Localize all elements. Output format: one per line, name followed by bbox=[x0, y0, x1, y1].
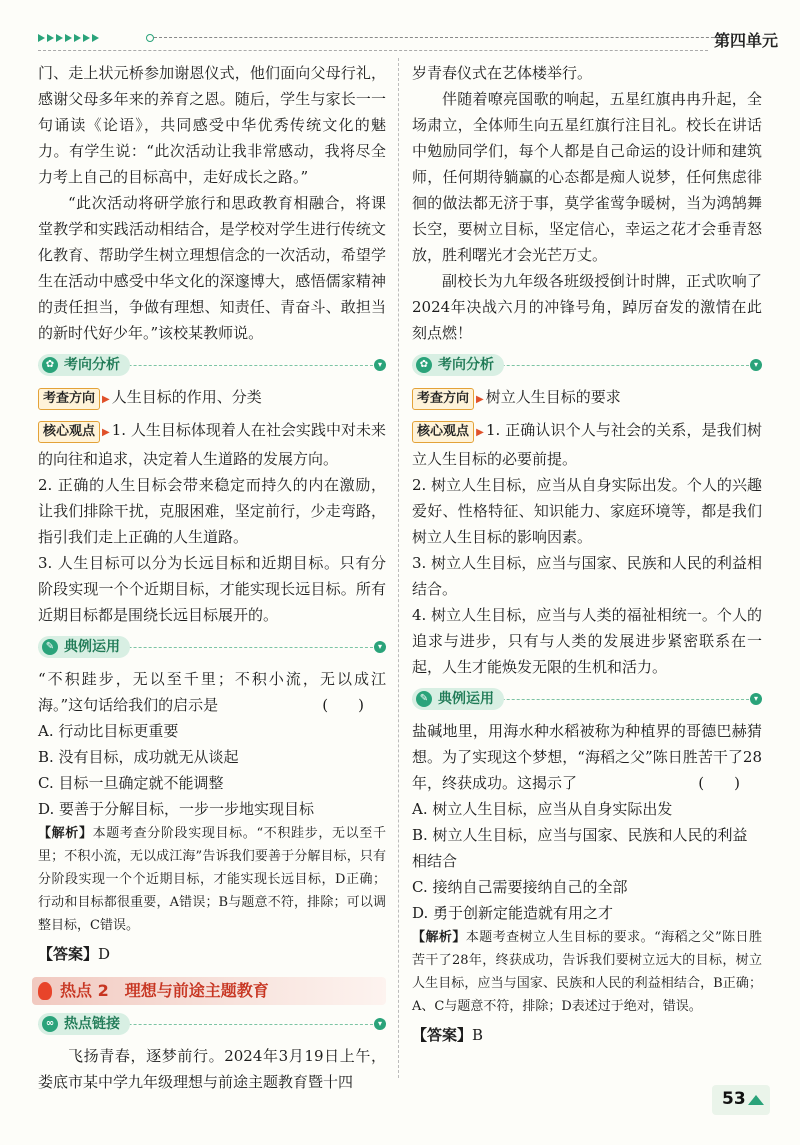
book-icon: ✎ bbox=[42, 639, 58, 655]
core-line: 核心观点 ▶ 1. 人生目标体现着人在社会实践中对未来的向往和追求，决定着人生道路的发展方向。 bbox=[38, 421, 386, 468]
mountain-icon bbox=[748, 1095, 764, 1105]
question: 盐碱地里，用海水种水稻被称为种植界的哥德巴赫猜想。为了实现这个梦想，“海稻之父”陈日胜苦干了28年，终获成功。这揭示了 ( ) bbox=[412, 718, 762, 796]
section-example bbox=[38, 636, 386, 660]
section-title: 热点链接 bbox=[64, 1016, 120, 1032]
direction-text: 人生目标的作用、分类 bbox=[111, 388, 262, 406]
paragraph: 岁青春仪式在艺体楼举行。 bbox=[412, 64, 593, 82]
page-number-box bbox=[712, 1085, 770, 1115]
direction-line: 考查方向 ▶ 人生目标的作用、分类 bbox=[38, 384, 386, 413]
left-column bbox=[38, 60, 386, 1095]
option-d: D. 要善于分解目标，一步一步地实现目标 bbox=[38, 800, 315, 818]
section-title: 典例运用 bbox=[64, 639, 120, 655]
paragraph: 门、走上状元桥参加谢恩仪式，他们面向父母行礼，感谢父母多年来的养育之恩。随后，学生与家长一一句诵读《论语》，共同感受中华优秀传统文化的魅力。有学生说：“此次活动让我非常感动，我将尽全力考上自己的目标高中，走好成长之路。” bbox=[38, 64, 386, 186]
book-icon: ✎ bbox=[416, 691, 432, 707]
core-point: 2. 树立人生目标，应当从自身实际出发。个人的兴趣爱好、性格特征、知识能力、家庭环境等，都是我们树立人生目标的影响因素。 bbox=[412, 476, 762, 546]
option-d: D. 勇于创新定能造就有用之才 bbox=[412, 904, 614, 922]
answer-blank: ( ) bbox=[322, 696, 364, 714]
core-point: 3. 人生目标可以分为长远目标和近期目标。只有分阶段实现一个个近期目标，才能实现长远目标。所有近期目标都是围绕长远目标展开的。 bbox=[38, 554, 386, 624]
section-kaoxiang bbox=[412, 354, 762, 378]
section-kaoxiang bbox=[38, 354, 386, 378]
section-title: 典例运用 bbox=[438, 691, 494, 707]
option-a: A. 树立人生目标，应当从自身实际出发 bbox=[412, 800, 673, 818]
header-rule bbox=[154, 37, 734, 38]
hotspot-title: 热点 2 理想与前途主题教育 bbox=[60, 981, 269, 1000]
direction-tag: 考查方向 bbox=[38, 388, 100, 410]
core-tag: 核心观点 bbox=[38, 421, 100, 443]
direction-text: 树立人生目标的要求 bbox=[485, 388, 621, 406]
analysis: 【解析】本题考查分阶段实现目标。“不积跬步，无以至千里；不积小流，无以成江海”告诉我们要善于分解目标，只有分阶段实现一个个近期目标，才能实现长远目标，D正确；行动和目标都很重要，A错误；B与题意不符，排除；可以调整目标，C错误。 bbox=[38, 826, 386, 933]
chevron-down-icon: ▾ bbox=[374, 359, 386, 371]
arrow-decoration bbox=[38, 34, 99, 42]
right-column bbox=[412, 60, 762, 1048]
section-link bbox=[38, 1013, 386, 1037]
page-number: 53 bbox=[722, 1089, 746, 1109]
core-tag: 核心观点 bbox=[412, 421, 474, 443]
compass-icon: ✿ bbox=[42, 357, 58, 373]
page-header bbox=[38, 30, 778, 52]
direction-line: 考查方向 ▶ 树立人生目标的要求 bbox=[412, 384, 762, 413]
answer-blank: ( ) bbox=[698, 774, 740, 792]
section-title: 考向分析 bbox=[64, 357, 120, 373]
chevron-down-icon: ▾ bbox=[374, 641, 386, 653]
option-b: B. 没有目标，成功就无从谈起 bbox=[38, 748, 239, 766]
link-icon: ∞ bbox=[42, 1016, 58, 1032]
answer: 【答案】D bbox=[38, 945, 111, 963]
core-point: 3. 树立人生目标，应当与国家、民族和人民的利益相结合。 bbox=[412, 554, 762, 598]
hotspot-banner bbox=[32, 977, 386, 1005]
chevron-down-icon: ▾ bbox=[750, 693, 762, 705]
option-c: C. 目标一旦确定就不能调整 bbox=[38, 774, 224, 792]
chevron-down-icon: ▾ bbox=[750, 359, 762, 371]
paragraph: 飞扬青春，逐梦前行。2024年3月19日上午，娄底市某中学九年级理想与前途主题教育暨十四 bbox=[38, 1047, 386, 1091]
unit-title: 第四单元 bbox=[713, 31, 778, 50]
core-point: 2. 正确的人生目标会带来稳定而持久的内在激励，让我们排除干扰，克服困难，坚定前行，少走弯路，指引我们走上正确的人生道路。 bbox=[38, 476, 386, 546]
chevron-down-icon: ▾ bbox=[374, 1018, 386, 1030]
column-divider bbox=[398, 58, 399, 1078]
core-point: 4. 树立人生目标，应当与人类的福祉相统一。个人的追求与进步，只有与人类的发展进步紧密联系在一起，人生才能焕发无限的生机和活力。 bbox=[412, 606, 762, 676]
paragraph: “此次活动将研学旅行和思政教育相融合，将课堂教学和实践活动相结合，是学校对学生进行传统文化教育、帮助学生树立理想信念的一次活动，希望学生在活动中感受中华文化的深邃博大，感悟儒家精神的责任担当，争做有理想、知责任、青奋斗、敢担当的新时代好少年。”该校某教师说。 bbox=[38, 194, 386, 342]
answer: 【答案】B bbox=[412, 1026, 484, 1044]
paragraph: 副校长为九年级各班级授倒计时牌，正式吹响了2024年决战六月的冲锋号角，踔厉奋发的激情在此刻点燃！ bbox=[412, 272, 762, 342]
core-point: 1. 人生目标体现着人在社会实践中对未来的向往和追求，决定着人生道路的发展方向。 bbox=[38, 421, 386, 468]
header-rule-bottom bbox=[38, 50, 708, 51]
dot-decoration bbox=[146, 34, 154, 42]
core-line: 核心观点 ▶ 1. 正确认识个人与社会的关系，是我们树立人生目标的必要前提。 bbox=[412, 421, 762, 468]
option-b: B. 树立人生目标，应当与国家、民族和人民的利益相结合 bbox=[412, 826, 748, 870]
direction-tag: 考查方向 bbox=[412, 388, 474, 410]
paragraph: 伴随着嘹亮国歌的响起，五星红旗冉冉升起，全场肃立，全体师生向五星红旗行注目礼。校长在讲话中勉励同学们，每个人都是自己命运的设计师和建筑师，任何期待躺赢的心态都是痴人说梦，任何焦虑徘徊的做法都无济于事，莫学雀莺争暖树，当为鸿鹄舞长空，要树立目标，坚定信心，幸运之花才会垂青怒放，胜利曙光才会光芒万丈。 bbox=[412, 90, 762, 264]
section-example bbox=[412, 688, 762, 712]
option-c: C. 接纳自己需要接纳自己的全部 bbox=[412, 878, 628, 896]
flame-icon bbox=[38, 982, 52, 1000]
question: “不积跬步，无以至千里；不积小流，无以成江海。”这句话给我们的启示是 ( ) bbox=[38, 666, 386, 718]
section-title: 考向分析 bbox=[438, 357, 494, 373]
core-point: 1. 正确认识个人与社会的关系，是我们树立人生目标的必要前提。 bbox=[412, 421, 762, 468]
analysis: 【解析】本题考查树立人生目标的要求。“海稻之父”陈日胜苦干了28年，终获成功，告诉我们要树立远大的目标，树立人生目标，应当与国家、民族和人民的利益相结合，B正确；A、C与题意不符，排除；D表述过于绝对，错误。 bbox=[412, 930, 762, 1014]
option-a: A. 行动比目标更重要 bbox=[38, 722, 179, 740]
compass-icon: ✿ bbox=[416, 357, 432, 373]
